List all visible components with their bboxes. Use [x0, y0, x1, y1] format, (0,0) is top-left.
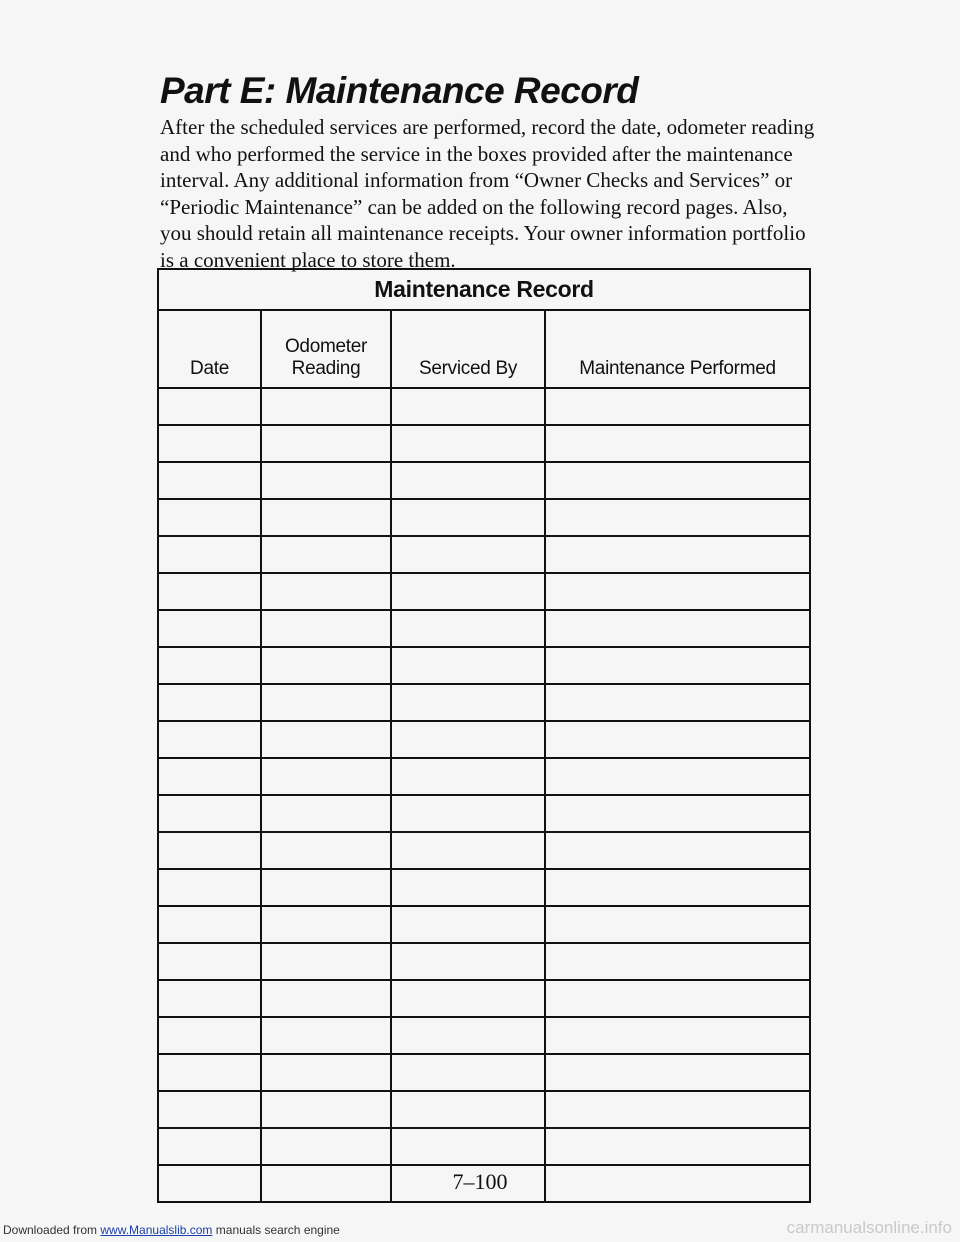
date-cell[interactable] [158, 1091, 261, 1128]
date-cell[interactable] [158, 832, 261, 869]
maintenance-cell[interactable] [545, 462, 810, 499]
maintenance-cell[interactable] [545, 906, 810, 943]
serviced-by-cell[interactable] [391, 425, 545, 462]
serviced-by-cell[interactable] [391, 832, 545, 869]
intro-paragraph: After the scheduled services are performed, record the date, odometer reading and who performed the service in the boxes provided after the maintenance interval. Any additional information from “Owner Checks and Services” or “Periodic Maintenance” can be added on the following record pages. Also, you should retain all maintenance receipts. Your owner information portfolio is a convenient place to store them. [160, 115, 815, 272]
odometer-cell[interactable] [261, 573, 391, 610]
odometer-cell[interactable] [261, 758, 391, 795]
serviced-by-cell[interactable] [391, 721, 545, 758]
serviced-by-cell[interactable] [391, 758, 545, 795]
date-cell[interactable] [158, 758, 261, 795]
date-cell[interactable] [158, 1017, 261, 1054]
maintenance-cell[interactable] [545, 943, 810, 980]
table-row [158, 462, 810, 499]
date-cell[interactable] [158, 721, 261, 758]
odometer-cell[interactable] [261, 462, 391, 499]
maintenance-cell[interactable] [545, 758, 810, 795]
maintenance-record-table [157, 268, 811, 1203]
watermark: carmanualsonline.info [786, 1218, 952, 1237]
table-row [158, 1017, 810, 1054]
date-cell[interactable] [158, 795, 261, 832]
table-row [158, 684, 810, 721]
maintenance-cell[interactable] [545, 1091, 810, 1128]
manualslib-link[interactable]: www.Manualslib.com [100, 1223, 213, 1237]
date-cell[interactable] [158, 684, 261, 721]
odometer-cell[interactable] [261, 536, 391, 573]
maintenance-cell[interactable] [545, 610, 810, 647]
table-row [158, 832, 810, 869]
maintenance-cell[interactable] [545, 869, 810, 906]
table-row [158, 536, 810, 573]
col-header-serviced-by: Serviced By [391, 310, 545, 388]
serviced-by-cell[interactable] [391, 1054, 545, 1091]
maintenance-cell[interactable] [545, 536, 810, 573]
date-cell[interactable] [158, 536, 261, 573]
odometer-cell[interactable] [261, 425, 391, 462]
table-row [158, 425, 810, 462]
maintenance-cell[interactable] [545, 980, 810, 1017]
table-row [158, 1091, 810, 1128]
maintenance-cell[interactable] [545, 1054, 810, 1091]
table-row [158, 1054, 810, 1091]
download-note [3, 1223, 340, 1237]
serviced-by-cell[interactable] [391, 462, 545, 499]
maintenance-cell[interactable] [545, 647, 810, 684]
serviced-by-cell[interactable] [391, 536, 545, 573]
maintenance-cell[interactable] [545, 832, 810, 869]
table-row [158, 499, 810, 536]
odometer-cell[interactable] [261, 499, 391, 536]
serviced-by-cell[interactable] [391, 388, 545, 425]
table-row [158, 388, 810, 425]
odometer-cell[interactable] [261, 1128, 391, 1165]
date-cell[interactable] [158, 943, 261, 980]
date-cell[interactable] [158, 462, 261, 499]
odometer-cell[interactable] [261, 869, 391, 906]
table-row [158, 980, 810, 1017]
table-row [158, 906, 810, 943]
table-title: Maintenance Record [158, 269, 810, 310]
maintenance-cell[interactable] [545, 1017, 810, 1054]
maintenance-cell[interactable] [545, 1128, 810, 1165]
download-prefix: Downloaded from [3, 1223, 101, 1237]
serviced-by-cell[interactable] [391, 906, 545, 943]
odometer-cell[interactable] [261, 943, 391, 980]
odometer-cell[interactable] [261, 980, 391, 1017]
col-header-date: Date [158, 310, 261, 388]
date-cell[interactable] [158, 499, 261, 536]
odometer-cell[interactable] [261, 647, 391, 684]
download-suffix: manuals search engine [212, 1223, 340, 1237]
serviced-by-cell[interactable] [391, 943, 545, 980]
col-header-odometer [261, 310, 391, 388]
maintenance-cell[interactable] [545, 573, 810, 610]
odometer-cell[interactable] [261, 795, 391, 832]
maintenance-cell[interactable] [545, 795, 810, 832]
serviced-by-cell[interactable] [391, 1017, 545, 1054]
serviced-by-cell[interactable] [391, 499, 545, 536]
date-cell[interactable] [158, 869, 261, 906]
table-row [158, 1128, 810, 1165]
date-cell[interactable] [158, 425, 261, 462]
odometer-cell[interactable] [261, 388, 391, 425]
odometer-cell[interactable] [261, 610, 391, 647]
col-header-maintenance-performed: Maintenance Performed [545, 310, 810, 388]
serviced-by-cell[interactable] [391, 647, 545, 684]
odometer-cell[interactable] [261, 1054, 391, 1091]
table-body [158, 388, 810, 1202]
odometer-cell[interactable] [261, 832, 391, 869]
date-cell[interactable] [158, 980, 261, 1017]
serviced-by-cell[interactable] [391, 610, 545, 647]
odometer-line2: Reading [291, 358, 361, 379]
date-cell[interactable] [158, 1054, 261, 1091]
serviced-by-cell[interactable] [391, 573, 545, 610]
table-row [158, 721, 810, 758]
serviced-by-cell[interactable] [391, 980, 545, 1017]
serviced-by-cell[interactable] [391, 795, 545, 832]
date-cell[interactable] [158, 388, 261, 425]
table-row [158, 943, 810, 980]
table-row [158, 610, 810, 647]
date-cell[interactable] [158, 647, 261, 684]
maintenance-cell[interactable] [545, 388, 810, 425]
odometer-cell[interactable] [261, 1017, 391, 1054]
odometer-line1: Odometer [284, 336, 368, 357]
date-cell[interactable] [158, 610, 261, 647]
serviced-by-cell[interactable] [391, 684, 545, 721]
odometer-cell[interactable] [261, 906, 391, 943]
maintenance-cell[interactable] [545, 684, 810, 721]
page-number: 7–100 [452, 1169, 508, 1194]
serviced-by-cell[interactable] [391, 1128, 545, 1165]
maintenance-cell[interactable] [545, 499, 810, 536]
odometer-cell[interactable] [261, 684, 391, 721]
table-row [158, 758, 810, 795]
serviced-by-cell[interactable] [391, 1091, 545, 1128]
table-row [158, 573, 810, 610]
page-heading: Part E: Maintenance Record [160, 70, 639, 111]
maintenance-cell[interactable] [545, 425, 810, 462]
serviced-by-cell[interactable] [391, 869, 545, 906]
date-cell[interactable] [158, 906, 261, 943]
date-cell[interactable] [158, 573, 261, 610]
date-cell[interactable] [158, 1128, 261, 1165]
table-row [158, 869, 810, 906]
table-row [158, 647, 810, 684]
maintenance-cell[interactable] [545, 721, 810, 758]
table-row [158, 795, 810, 832]
odometer-cell[interactable] [261, 721, 391, 758]
odometer-cell[interactable] [261, 1091, 391, 1128]
